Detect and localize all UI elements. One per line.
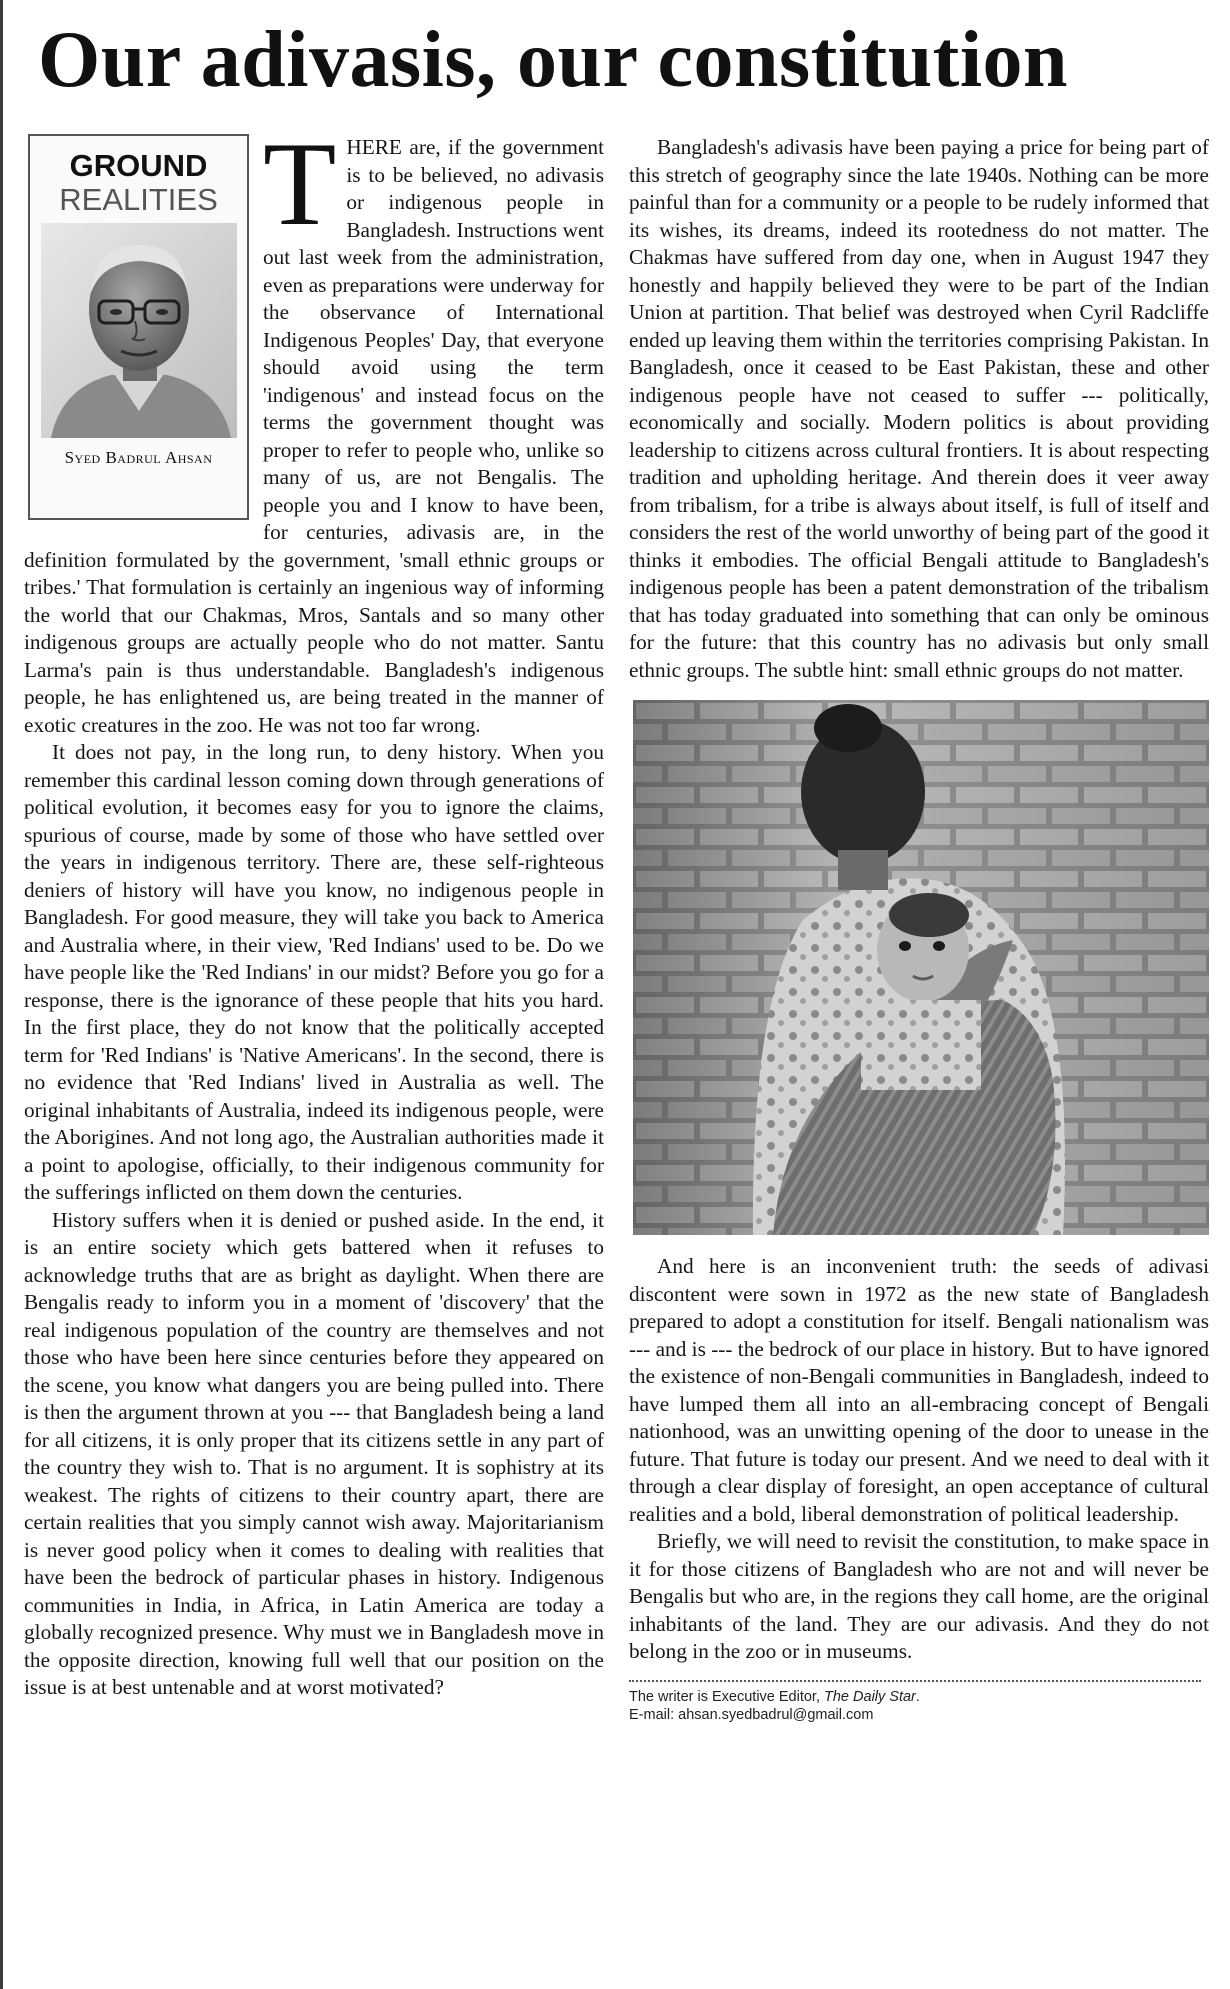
paragraph-4: Bangladesh's adivasis have been paying a price for being part of this stretch of geography since the late 1940s. Nothing can be more painful than for a community or a people to be rudely informed that its wishes, its dreams, indeed its rootedness do not matter. The Chakmas have suffered from day one, when in August 1947 they honestly and happily believed they were to be part of the Indian Union at partition. That belief was destroyed when Cyril Radcliffe ended up leaving them within the territories comprising Pakistan. In Bangladesh, once it ceased to be East Pakistan, these and other indigenous people have not ceased to suffer --- politically, economically and socially. Modern politics is about providing leadership to citizens across cultural frontiers. It is about respecting tradition and upholding heritage. And therein does it veer away from tribalism, for a tribe is always about itself, is full of itself and considers the rest of the world unworthy of being part of the good it thinks it embodies. The official Bengali attitude to Bangladesh's indigenous people has been a patent demonstration of the tribalism that has today graduated into something that can only be ominous for the future: that this country has no adivasis but only small ethnic groups. The subtle hint: small ethnic groups do not matter. (629, 135, 1209, 682)
writer-note-prefix: The writer is Executive Editor, (629, 1688, 825, 1705)
author-portrait (41, 223, 237, 438)
paragraph-5: And here is an inconvenient truth: the seeds of adivasi discontent were sown in 1972 as the new state of Bangladesh prepared to adopt a constitution for itself. Bengali nationalism was --- and is --- the bedrock of our place in history. But to have ignored the existence of non-Bengali communities in Bangladesh, indeed to have lumped them all into an all-embracing concept of Bengali nationhood, was an unwitting opening of the door to unease in the future. That future is today our present. And we need to deal with it through a clear display of foresight, an open acceptance of cultural realities and a bold, liberal demonstration of political leadership. (629, 1254, 1209, 1526)
article-column-right (629, 134, 1209, 1724)
column-title-line1: GROUND (69, 148, 208, 183)
headline: Our adivasis, our constitution (38, 16, 1069, 104)
paragraph-3: History suffers when it is denied or pushed aside. In the end, it is an entire society which gets battered when it refuses to acknowledge truths that are as bright as daylight. When there are Bengalis ready to inform you in a moment of 'discovery' that the real indigenous population of the country are themselves and not those who have been here since centuries before they appeared on the scene, you know what dangers you are being pulled into. There is then the argument thrown at you --- that Bangladesh being a land for all citizens, it is only proper that its citizens settle in any part of the country they wish to. That is no argument. It is sophistry at its weakest. The rights of citizens to their country apart, there are certain realities that you simply cannot wish away. Majoritarianism is never good policy when it comes to dealing with realities that have been the bedrock of particular phases in history. Indigenous communities in India, in Africa, in Latin America are today a globally recognized presence. Why must we in Bangladesh move in the opposite direction, knowing full well that our position on the issue is at best untenable and at worst motivated? (24, 1207, 604, 1699)
drop-cap: T (263, 117, 337, 250)
columnist-box (28, 134, 249, 520)
column-title-line2: REALITIES (59, 182, 218, 217)
article-column-left (24, 117, 604, 1702)
paragraph-6: Briefly, we will need to revisit the constitution, to make space in it for those citizens of Bangladesh who are not and will never be Bengalis but who are, in the regions they call home, are the original inhabitants of the land. They are our adivasis. And they do not belong in the zoo or in museums. (629, 1529, 1209, 1663)
author-byline: Syed Badrul Ahsan (64, 448, 213, 467)
mother-and-child-photo (633, 700, 1209, 1235)
paragraph-2: It does not pay, in the long run, to deny history. When you remember this cardinal lesson coming down through generations of political evolution, it becomes easy for you to ignore the claims, spurious of course, made by some of those who have settled over the years in indigenous territory. There are, these self-righteous deniers of history will have you know, no indigenous people in Bangladesh. For good measure, they will take you back to America and Australia where, in their view, 'Red Indians' used to be. Do we have people like the 'Red Indians' in our midst? Before you go for a response, there is the ignorance of these people that hits you hard. In the first place, they do not know that the politically accepted term for 'Red Indians' is 'Native Americans'. In the second, there is no evidence that 'Red Indians' lived in Australia as well. The original inhabitants of Australia, indeed its indigenous people, were the Aborigines. And not long ago, the Australian authorities made it a point to apologise, officially, to their indigenous community for the sufferings inflicted on them down the centuries. (24, 740, 604, 1204)
footer-divider (629, 1680, 1201, 1682)
paragraph-1-text: HERE are, if the government is to be believed, no adivasis or indigenous people in Bangladesh. Instructions went out last week from the administration, even as preparations were underway for the observance of International Indigenous Peoples' Day, that everyone should avoid using the term 'indigenous' and instead focus on the terms the government thought was proper to refer to people who, unlike so many of us, are not Bengalis. The people you and I know to have been, for centuries, adivasis are, in the definition formulated by the government, 'small ethnic groups or tribes.' That formulation is certainly an ingenious way of informing the world that our Chakmas, Mros, Santals and so many other indigenous groups are actually people who do not matter. Santu Larma's pain is thus understandable. Bangladesh's indigenous people, he has enlightened us, are being treated in the manner of exotic creatures in the zoo. He was not too far wrong. (24, 135, 604, 737)
writer-note (629, 1688, 1209, 1706)
writer-note-suffix: . (915, 1688, 920, 1705)
author-email: E-mail: ahsan.syedbadrul@gmail.com (629, 1706, 874, 1723)
publication-name: The Daily Star (824, 1688, 916, 1705)
left-column-rule (0, 0, 3, 1989)
